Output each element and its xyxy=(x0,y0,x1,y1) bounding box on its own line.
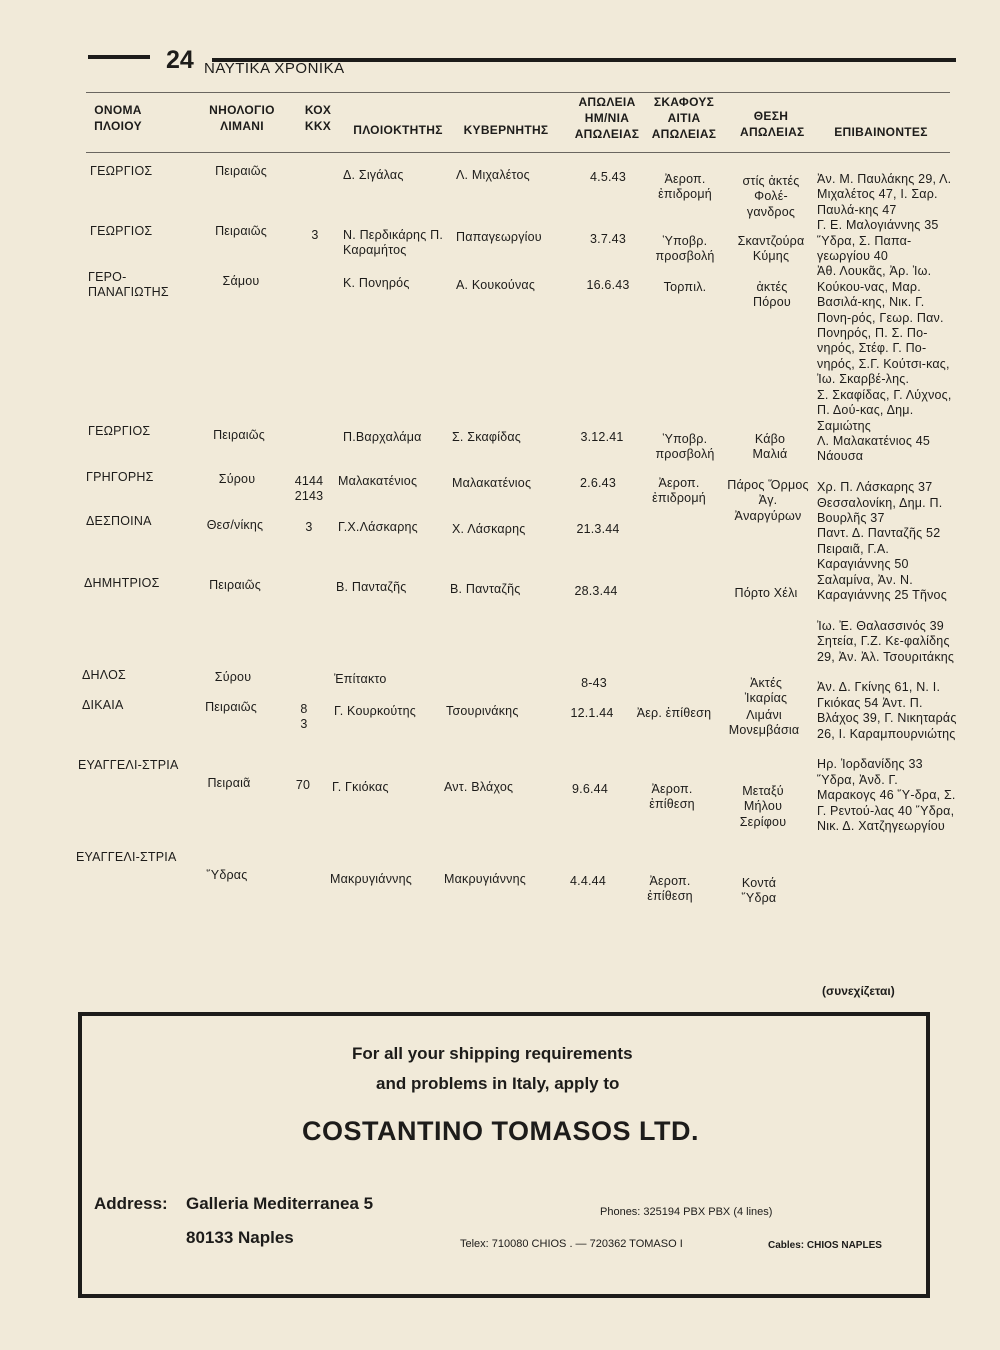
loss-date: 4.5.43 xyxy=(590,170,626,184)
loss-date: 3.7.43 xyxy=(590,232,626,246)
ad-line-1: For all your shipping requirements xyxy=(352,1044,633,1063)
owner: Μαλακατένιος xyxy=(338,474,418,488)
ship-name: ΔΕΣΠΟΙΝΑ xyxy=(86,514,152,528)
registry: Σάμου xyxy=(222,274,260,288)
loss-cause: Ἀεροπ. ἐπιδρομή xyxy=(658,172,712,202)
ship-name: ΓΕΡΟ-ΠΑΝΑΓΙΩΤΗΣ xyxy=(88,270,169,300)
loss-place: Πάρος Ὅρμος Ἀγ. Ἀναργύρων xyxy=(727,478,809,523)
captain: Παπαγεωργίου xyxy=(456,230,542,244)
loss-cause: Ἀερ. ἐπίθεση xyxy=(636,706,712,720)
loss-date: 21.3.44 xyxy=(576,522,620,536)
owner: Π.Βαρχαλάμα xyxy=(343,430,422,444)
ship-name: ΕΥΑΓΓΕΛΙ-ΣΤΡΙΑ xyxy=(76,850,177,864)
loss-place: στίς ἀκτές Φολέ-γανδρος xyxy=(742,174,800,219)
registry: Ὕδρας xyxy=(206,868,248,882)
loss-place: Λιμάνι Μονεμβάσια xyxy=(728,708,800,738)
ad-phones: Phones: 325194 PBX PBX (4 lines) xyxy=(600,1206,773,1218)
page-header xyxy=(0,0,1000,90)
ad-city: 80133 Naples xyxy=(186,1228,294,1247)
captain: Μακρυγιάννης xyxy=(444,872,526,886)
page-number: 24 xyxy=(166,46,194,74)
captain: Χ. Λάσκαρης xyxy=(452,522,526,536)
captain: Αντ. Βλάχος xyxy=(444,780,514,794)
kox-number: 4144 2143 xyxy=(294,474,324,504)
ad-address-label: Address: xyxy=(94,1194,168,1213)
captain: Α. Κουκούνας xyxy=(456,278,536,292)
loss-cause: Ὑποβρ. προσβολή xyxy=(655,432,715,462)
owner: Γ. Κουρκούτης xyxy=(334,704,416,718)
registry: Πειραιᾶ xyxy=(207,776,251,790)
kox-number: 8 3 xyxy=(300,702,308,732)
loss-date: 8-43 xyxy=(581,676,607,690)
ad-address: Galleria Mediterranea 5 xyxy=(186,1194,374,1213)
registry: Θεσ/νίκης xyxy=(206,518,264,532)
registry: Πειραιῶς xyxy=(209,578,261,592)
advertisement xyxy=(78,1012,930,1298)
header-rule-left xyxy=(88,55,150,59)
owner: Ἐπίτακτο xyxy=(334,672,387,686)
loss-place: Σκαντζούρα Κύμης xyxy=(737,234,805,264)
col-header-kox: ΚΟΧ ΚΚΧ xyxy=(304,103,332,133)
table-header-rule xyxy=(86,152,950,153)
loss-place: Πόρτο Χέλι xyxy=(734,586,798,600)
ship-name: ΕΥΑΓΓΕΛΙ-ΣΤΡΙΑ xyxy=(78,758,179,772)
loss-cause: Τορπιλ. xyxy=(663,280,707,294)
ship-name: ΓΡΗΓΟΡΗΣ xyxy=(86,470,154,484)
ship-name: ΔΙΚΑΙΑ xyxy=(82,698,124,712)
kox-number: 3 xyxy=(305,520,313,534)
captain: Μαλακατένιος xyxy=(452,476,532,490)
owner: Γ. Γκιόκας xyxy=(332,780,389,794)
loss-date: 3.12.41 xyxy=(580,430,624,444)
ad-telex: Telex: 710080 CHIOS . — 720362 TOMASO I xyxy=(460,1238,683,1250)
loss-cause: Ἀεροπ. ἐπιδρομή xyxy=(652,476,706,506)
loss-date: 28.3.44 xyxy=(574,584,618,598)
ad-company-name: COSTANTINO TOMASOS LTD. xyxy=(302,1116,699,1146)
registry: Πειραιῶς xyxy=(213,428,265,442)
magazine-title: ΝΑΥΤΙΚΑ ΧΡΟΝΙΚΑ xyxy=(204,60,345,77)
captain: Σ. Σκαφίδας xyxy=(452,430,522,444)
ship-name: ΓΕΩΡΓΙΟΣ xyxy=(90,164,153,178)
continued-note: (συνεχίζεται) xyxy=(822,984,895,998)
loss-date: 4.4.44 xyxy=(570,874,606,888)
loss-date: 9.6.44 xyxy=(572,782,608,796)
ship-name: ΔΗΜΗΤΡΙΟΣ xyxy=(84,576,160,590)
loss-date: 16.6.43 xyxy=(586,278,630,292)
ship-name: ΓΕΩΡΓΙΟΣ xyxy=(90,224,153,238)
loss-place: Κάβο Μαλιά xyxy=(752,432,788,462)
loss-place: ἀκτές Πόρου xyxy=(753,280,791,310)
registry: Σύρου xyxy=(218,472,256,486)
ship-name: ΔΗΛΟΣ xyxy=(82,668,126,682)
captain: Τσουρινάκης xyxy=(446,704,519,718)
col-header-place: ΘΕΣΗ ΑΠΩΛΕΙΑΣ xyxy=(740,109,805,139)
kox-number: 70 xyxy=(295,778,311,792)
owner: Γ.Χ.Λάσκαρης xyxy=(338,520,418,534)
col-header-name: ΟΝΟΜΑ ΠΛΟΙΟΥ xyxy=(94,103,142,133)
col-header-captain: ΚΥΒΕΡΝΗΤΗΣ xyxy=(463,123,549,137)
loss-cause: Ἀεροπ. ἐπίθεση xyxy=(649,782,695,812)
owner: Β. Πανταζῆς xyxy=(336,580,407,594)
registry: Σύρου xyxy=(214,670,252,684)
col-header-registry: ΝΗΟΛΟΓΙΟ ΛΙΜΑΝΙ xyxy=(209,103,275,133)
owner: Ν. Περδικάρης Π. Καραμήτος xyxy=(343,228,444,258)
registry: Πειραιῶς xyxy=(215,164,267,178)
loss-date: 12.1.44 xyxy=(570,706,614,720)
loss-date: 2.6.43 xyxy=(580,476,616,490)
ad-cables: Cables: CHIOS NAPLES xyxy=(768,1240,882,1251)
captain: Λ. Μιχαλέτος xyxy=(456,168,530,182)
table-top-rule xyxy=(86,92,950,93)
owner: Μακρυγιάννης xyxy=(330,872,412,886)
col-header-cause: ΣΚΑΦΟΥΣ ΑΙΤΙΑ ΑΠΩΛΕΙΑΣ xyxy=(651,95,717,141)
ad-line-2: and problems in Italy, apply to xyxy=(376,1074,620,1093)
registry: Πειραιῶς xyxy=(205,700,257,714)
owner: Δ. Σιγάλας xyxy=(343,168,404,182)
loss-place: Μεταξύ Μήλου Σερίφου xyxy=(739,784,787,829)
owner: Κ. Πονηρός xyxy=(343,276,410,290)
kox-number: 3 xyxy=(311,228,319,242)
captain: Β. Πανταζῆς xyxy=(450,582,521,596)
loss-cause: Ἀεροπ. ἐπίθεση xyxy=(647,874,693,904)
col-header-date: ΑΠΩΛΕΙΑ ΗΜ/ΝΙΑ ΑΠΩΛΕΙΑΣ xyxy=(574,95,640,141)
col-header-passengers: ΕΠΙΒΑΙΝΟΝΤΕΣ xyxy=(834,125,928,139)
loss-cause: Ὑποβρ. προσβολή xyxy=(655,234,715,264)
col-header-owner: ΠΛΟΙΟΚΤΗΤΗΣ xyxy=(353,123,443,137)
passengers-column: Ἀν. Μ. Παυλάκης 29, Λ. Μιχαλέτος 47, Ι. Σαρ. Παυλά-κης 47 Γ. Ε. Μαλογιάννης 35 Ὕδρα, Σ. Παπα-γεωργίου 40 Ἀθ. Λουκᾶς, Ἀρ. Ἰω. Κούκου-νας, Μαρ. Βασιλά-κης, Νικ. Γ. Πονη-ρός, Γεωρ. Παν. Πονηρός, Π. Σ. Πο-νηρός, Στέφ. Γ. Πο-νηρός, Σ.Γ. Κούτσι-κας, Ἰω. Σκαρβέ-λης. Σ. Σκαφίδας, Γ. Λύχνος, Π. Δού-κας, Δημ. Σαμιώτης Λ. Μαλακατένιος 45 Νάουσα Χρ. Π. Λάσκαρης 37 Θεσσαλονίκη, Δημ. Π. Βουρλῆς 37 Παντ. Δ. Πανταζῆς 52 Πειραιᾶ, Γ.Α. Καραγιάννης 50 Σαλαμίνα, Ἀν. Ν. Καραγιάννης 25 Τῆνος Ἰω. Ἐ. Θαλασσινός 39 Σητεία, Γ.Ζ. Κε-φαλίδης 29, Ἀν. Ἀλ. Τσουριτάκης Ἀν. Δ. Γκίνης 61, Ν. Ι. Γκιόκας 54 Ἀντ. Π. Βλάχος 39, Γ. Νικηταράς 26, Ι. Καραμπουρνιώτης Ηρ. Ἰορδανίδης 33 Ὕδρα, Ἀνδ. Γ. Μαρακογς 46 Ὕ-δρα, Σ. Γ. Ρεντού-λας 40 Ὕδρα, Νικ. Δ. Χατζηγεωργίου xyxy=(817,172,957,834)
loss-place: Ἀκτές Ἰκαρίας xyxy=(744,676,788,706)
loss-place: Κοντά Ὕδρα xyxy=(741,876,777,906)
registry: Πειραιῶς xyxy=(215,224,267,238)
ship-name: ΓΕΩΡΓΙΟΣ xyxy=(88,424,151,438)
